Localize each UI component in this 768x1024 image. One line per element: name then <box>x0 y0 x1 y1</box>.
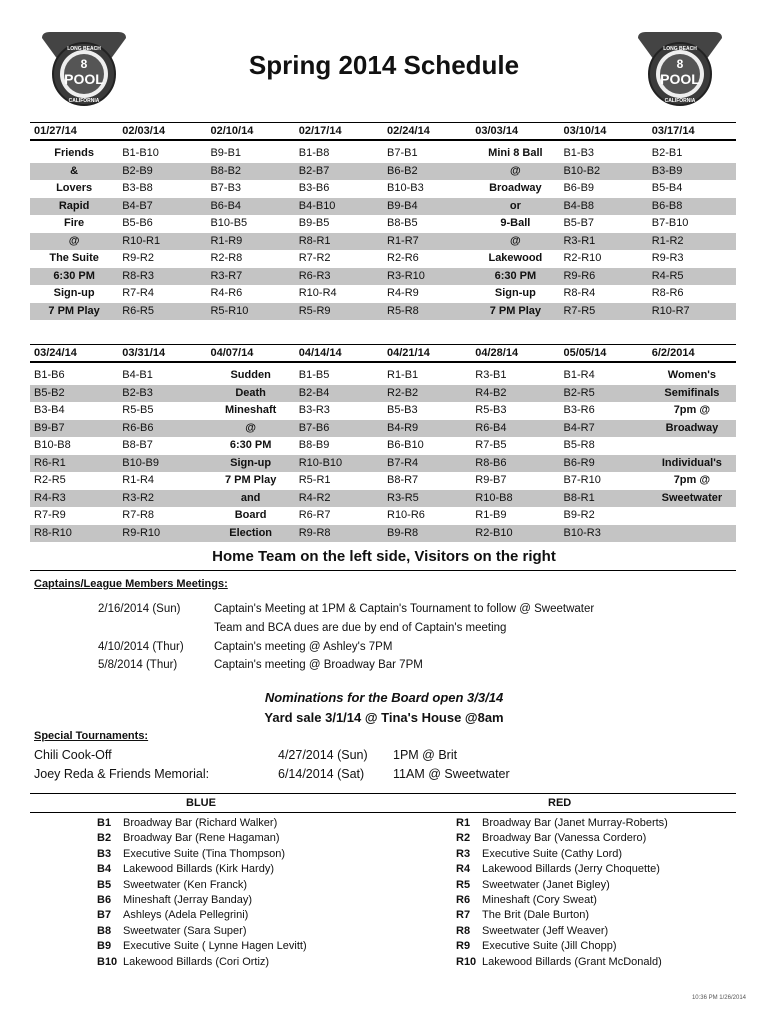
team-name: Broadway Bar (Vanessa Cordero) <box>482 832 647 845</box>
schedule-date-header: 03/24/14 <box>34 347 77 359</box>
schedule-cell: R8-R10 <box>34 526 72 539</box>
team-entry <box>456 816 668 831</box>
team-code: R6 <box>456 894 471 907</box>
schedule-cell: B2-B3 <box>122 386 153 399</box>
team-entry <box>97 955 307 970</box>
schedule-cell: R9-R8 <box>298 526 331 539</box>
schedule-cell: R7-R2 <box>298 252 331 264</box>
team-name: Lakewood Billards (Jerry Choquette) <box>482 863 660 876</box>
schedule-date-header: 04/21/14 <box>387 347 430 359</box>
schedule-cell: B5-B4 <box>651 182 683 194</box>
schedule-cell: B2-B4 <box>298 386 330 399</box>
schedule-cell: Lakewood <box>488 252 543 264</box>
schedule-cell: B4-B1 <box>122 369 153 381</box>
schedule-row <box>30 250 736 268</box>
schedule-row <box>30 303 736 321</box>
schedule-cell: B4-B8 <box>563 199 595 212</box>
svg-text:POOL: POOL <box>660 71 700 87</box>
schedule-cell: Board <box>234 509 267 521</box>
team-code: B3 <box>97 847 112 860</box>
schedule-cell: R5-R1 <box>298 474 331 486</box>
team-entry <box>97 816 307 831</box>
schedule-cell: 7pm @ <box>673 474 711 486</box>
schedule-cell: B10-B3 <box>387 182 424 194</box>
schedule-cell: B9-B4 <box>387 199 418 212</box>
schedule-cell: 7 PM Play <box>48 304 100 317</box>
schedule-row <box>30 420 736 438</box>
schedule-cell: B6-B4 <box>210 199 242 212</box>
schedule-date-header: 03/03/14 <box>475 125 519 137</box>
schedule-cell: 7pm @ <box>673 404 711 416</box>
schedule-cell: R9-R10 <box>122 526 161 539</box>
schedule-date-header: 02/03/14 <box>122 125 166 137</box>
schedule-cell: R5-R10 <box>210 304 249 317</box>
schedule-cell: Mini 8 Ball <box>488 147 543 159</box>
schedule-cell: R7-R4 <box>122 287 154 299</box>
meeting-date: 5/8/2014 (Thur) <box>98 659 178 671</box>
schedule-cell: Sudden <box>230 369 271 381</box>
schedule-cell: R8-R1 <box>298 234 331 247</box>
schedule-cell: B4-R7 <box>563 421 595 434</box>
schedule-row <box>30 525 736 543</box>
schedule-cell: B8-R7 <box>387 474 419 486</box>
schedule-cell: B1-B8 <box>298 147 330 159</box>
schedule-row <box>30 490 736 508</box>
schedule-cell: R6-R7 <box>298 509 331 521</box>
schedule-date-header: 02/24/14 <box>387 125 430 137</box>
schedule-cell: B6-B10 <box>387 439 424 451</box>
print-timestamp: 10:36 PM 1/26/2014 <box>691 995 746 1001</box>
schedule-row <box>30 402 736 420</box>
schedule-cell: B4-R9 <box>387 421 419 434</box>
team-code: R2 <box>456 832 471 845</box>
schedule-date-header: 6/2/2014 <box>651 347 695 359</box>
schedule-cell: B1-B5 <box>298 369 330 381</box>
tournament-date: 6/14/2014 (Sat) <box>278 767 365 781</box>
schedule-cell: R6-B6 <box>122 421 154 434</box>
schedule-cell: R7-R5 <box>563 304 596 317</box>
schedule-cell: B8-B2 <box>210 164 242 177</box>
schedule-cell: B10-B9 <box>122 456 159 469</box>
team-entry <box>97 862 307 877</box>
schedule-cell: R9-R3 <box>651 252 684 264</box>
team-entry <box>456 862 668 877</box>
schedule-cell: B7-R10 <box>563 474 601 486</box>
schedule-cell: R2-R5 <box>34 474 66 486</box>
team-entry <box>456 831 668 846</box>
team-code: R1 <box>456 817 471 829</box>
schedule-date-header: 02/10/14 <box>210 125 254 137</box>
tournament-name: Chili Cook-Off <box>34 748 112 762</box>
schedule-cell: R4-R6 <box>210 287 243 299</box>
schedule-cell: R8-R3 <box>122 269 154 282</box>
schedule-cell: Sign-up <box>53 287 95 299</box>
schedule-cell: @ <box>68 234 80 247</box>
schedule-cell: B7-B3 <box>210 182 242 194</box>
team-entry <box>456 939 668 954</box>
schedule-cell: B5-R8 <box>563 439 595 451</box>
schedule-cell: 7 PM Play <box>489 304 542 317</box>
team-code: B5 <box>97 878 112 891</box>
schedule-cell: B9-R8 <box>387 526 419 539</box>
schedule-date-header: 05/05/14 <box>563 347 607 359</box>
schedule-cell: R6-R5 <box>122 304 154 317</box>
schedule-cell: R4-R5 <box>651 269 684 282</box>
schedule-table-2 <box>30 344 736 542</box>
schedule-row <box>30 180 736 198</box>
schedule-cell: B9-R2 <box>563 509 595 521</box>
schedule-cell: B10-R3 <box>563 526 601 539</box>
schedule-cell: B3-R3 <box>298 404 330 416</box>
schedule-cell: B9-B5 <box>298 217 330 229</box>
schedule-cell: R8-R6 <box>651 287 684 299</box>
schedule-cell: Sign-up <box>494 287 536 299</box>
svg-text:LONG BEACH: LONG BEACH <box>663 46 697 52</box>
team-code: B2 <box>97 832 112 845</box>
team-code: B8 <box>97 924 112 937</box>
team-entry <box>97 878 307 893</box>
schedule-cell: R4-B2 <box>475 386 507 399</box>
schedule-row <box>30 145 736 163</box>
schedule-cell: R2-B10 <box>475 526 513 539</box>
divider <box>30 793 736 794</box>
schedule-cell: B2-B7 <box>298 164 330 177</box>
blue-team-list <box>97 816 307 970</box>
schedule-cell: The Suite <box>49 252 99 264</box>
svg-text:LONG BEACH: LONG BEACH <box>67 46 101 52</box>
team-entry <box>97 908 307 923</box>
schedule-date-header: 03/31/14 <box>122 347 166 359</box>
team-name: Mineshaft (Jerray Banday) <box>123 894 252 907</box>
schedule-date-header: 03/10/14 <box>563 125 607 137</box>
team-name: The Brit (Dale Burton) <box>482 909 589 922</box>
schedule-cell: R5-R8 <box>387 304 419 317</box>
team-entry <box>456 847 668 862</box>
team-entry <box>97 831 307 846</box>
schedule-cell: B1-B10 <box>122 147 159 159</box>
team-name: Executive Suite (Jill Chopp) <box>482 940 617 953</box>
svg-text:8: 8 <box>80 57 88 71</box>
svg-text:8: 8 <box>676 57 684 71</box>
team-name: Lakewood Billards (Kirk Hardy) <box>123 863 274 876</box>
schedule-cell: R10-R4 <box>298 287 337 299</box>
schedule-cell: B8-R1 <box>563 491 595 504</box>
schedule-cell: B5-B3 <box>387 404 418 416</box>
team-code: R7 <box>456 909 471 922</box>
team-code: R8 <box>456 924 471 937</box>
meeting-text: Captain's Meeting at 1PM & Captain's Tournament to follow @ Sweetwater <box>214 603 595 615</box>
schedule-cell: or <box>509 199 521 212</box>
schedule-cell: R4-R2 <box>298 491 331 504</box>
tournaments-title: Special Tournaments: <box>34 730 149 742</box>
team-name: Sweetwater (Jeff Weaver) <box>482 924 609 937</box>
schedule-cell: B3-B6 <box>298 182 330 194</box>
schedule-cell: 6:30 PM <box>229 439 272 451</box>
schedule-cell: B5-B6 <box>122 217 153 229</box>
schedule-cell: R3-R1 <box>563 234 596 247</box>
schedule-cell: 6:30 PM <box>53 269 95 282</box>
schedule-cell: B7-B10 <box>651 217 689 229</box>
schedule-cell: B10-B5 <box>210 217 248 229</box>
schedule-cell: R6-R1 <box>34 456 66 469</box>
schedule-cell: B2-B9 <box>122 164 153 177</box>
schedule-cell: R10-R1 <box>122 234 161 247</box>
team-name: Executive Suite ( Lynne Hagen Levitt) <box>123 940 307 953</box>
schedule-cell: R4-R9 <box>387 287 419 299</box>
schedule-cell: B8-B9 <box>298 439 330 451</box>
tournament-name: Joey Reda & Friends Memorial: <box>34 767 210 781</box>
schedule-row <box>30 455 736 473</box>
schedule-cell: R7-R9 <box>34 509 66 521</box>
schedule-cell: R3-R2 <box>122 491 155 504</box>
schedule-header-2 <box>30 344 736 363</box>
schedule-date-header: 04/28/14 <box>475 347 519 359</box>
schedule-cell: B7-B6 <box>298 421 330 434</box>
schedule-cell: R7-R8 <box>122 509 155 521</box>
team-entry <box>456 878 668 893</box>
schedule-cell: Semifinals <box>664 386 720 399</box>
team-entry <box>456 955 668 970</box>
schedule-cell <box>648 507 736 525</box>
schedule-body-2 <box>30 367 736 542</box>
team-name: Lakewood Billards (Grant McDonald) <box>482 955 662 968</box>
schedule-row <box>30 472 736 490</box>
schedule-cell: B10-B2 <box>563 164 601 177</box>
schedule-cell: R6-R3 <box>298 269 331 282</box>
schedule-cell: Women's <box>667 369 717 381</box>
schedule-date-header: 04/07/14 <box>210 347 254 359</box>
team-entry <box>97 924 307 939</box>
schedule-row <box>30 268 736 286</box>
schedule-row <box>30 437 736 455</box>
schedule-cell: B6-B2 <box>387 164 418 177</box>
team-name: Executive Suite (Cathy Lord) <box>482 847 623 860</box>
schedule-cell: 9-Ball <box>500 217 531 229</box>
schedule-cell: @ <box>245 421 256 434</box>
schedule-cell: B1-B6 <box>34 369 65 381</box>
schedule-cell: Sweetwater <box>661 491 723 504</box>
tournament-time: 11AM @ Sweetwater <box>393 767 510 781</box>
schedule-cell: R5-R9 <box>298 304 331 317</box>
schedule-cell <box>648 525 736 543</box>
schedule-cell: Rapid <box>58 199 90 212</box>
schedule-cell: R10-B10 <box>298 456 343 469</box>
schedule-cell: R1-B1 <box>387 369 419 381</box>
team-entry <box>97 893 307 908</box>
schedule-cell: B6-B8 <box>651 199 683 212</box>
schedule-cell: B5-B2 <box>34 386 65 399</box>
schedule-cell: R10-R6 <box>387 509 425 521</box>
schedule-cell: B3-B8 <box>122 182 153 194</box>
schedule-cell: R8-R4 <box>563 287 596 299</box>
red-team-list <box>456 816 668 970</box>
team-name: Lakewood Billards (Cori Ortiz) <box>123 955 270 968</box>
schedule-row <box>30 285 736 303</box>
team-code: B7 <box>97 909 112 922</box>
schedule-cell: Sign-up <box>230 456 272 469</box>
schedule-cell: Individual's <box>661 456 722 469</box>
yard-sale-note: Yard sale 3/1/14 @ Tina's House @8am <box>264 710 504 725</box>
team-entry <box>97 847 307 862</box>
schedule-cell <box>648 437 736 455</box>
schedule-cell: R9-R2 <box>122 252 154 264</box>
schedule-cell: B3-B4 <box>34 404 65 416</box>
team-name: Sweetwater (Janet Bigley) <box>482 878 610 891</box>
schedule-cell: B8-B5 <box>387 217 418 229</box>
meeting-text: Team and BCA dues are due by end of Captain's meeting <box>214 622 507 634</box>
meeting-date: 2/16/2014 (Sun) <box>98 603 181 615</box>
schedule-cell: B2-R5 <box>563 386 595 399</box>
schedule-cell: R3-B1 <box>475 369 507 381</box>
team-name: Broadway Bar (Rene Hagaman) <box>123 832 280 845</box>
team-name: Sweetwater (Sara Super) <box>123 924 247 937</box>
schedule-row <box>30 215 736 233</box>
schedule-cell: B7-B1 <box>387 147 418 159</box>
schedule-cell: R1-B9 <box>475 509 507 521</box>
schedule-cell: 6:30 PM <box>494 269 537 282</box>
schedule-cell: @ <box>510 164 521 177</box>
schedule-cell: R9-R6 <box>563 269 596 282</box>
schedule-cell: B9-B1 <box>210 147 242 159</box>
schedule-date-header: 03/17/14 <box>651 125 695 137</box>
schedule-cell: B9-B7 <box>34 421 65 434</box>
schedule-cell: Friends <box>54 147 94 159</box>
team-name: Ashleys (Adela Pellegrini) <box>123 909 249 922</box>
schedule-cell: B3-R6 <box>563 404 595 416</box>
schedule-row <box>30 367 736 385</box>
divider <box>30 812 736 813</box>
schedule-date-header: 01/27/14 <box>34 125 77 137</box>
schedule-row <box>30 507 736 525</box>
schedule-cell: R7-B5 <box>475 439 507 451</box>
schedule-cell: R2-R8 <box>210 252 243 264</box>
nominations-note: Nominations for the Board open 3/3/14 <box>264 690 504 705</box>
schedule-cell: Election <box>229 526 273 539</box>
team-name: Broadway Bar (Janet Murray-Roberts) <box>482 817 668 829</box>
tournament-date: 4/27/2014 (Sun) <box>278 748 368 762</box>
schedule-cell: R9-B7 <box>475 474 507 486</box>
team-code: R4 <box>456 863 471 876</box>
team-name: Sweetwater (Ken Franck) <box>123 878 248 891</box>
schedule-cell: R10-B8 <box>475 491 513 504</box>
schedule-row <box>30 233 736 251</box>
schedule-cell: R4-R3 <box>34 491 66 504</box>
schedule-body-1 <box>30 145 736 320</box>
schedule-cell: R1-R9 <box>210 234 243 247</box>
schedule-cell: R3-R10 <box>387 269 425 282</box>
schedule-date-header: 02/17/14 <box>298 125 342 137</box>
schedule-row <box>30 198 736 216</box>
schedule-cell: and <box>240 491 261 504</box>
team-code: R3 <box>456 847 471 860</box>
schedule-cell: R1-R4 <box>122 474 155 486</box>
schedule-row <box>30 163 736 181</box>
schedule-cell: Lovers <box>56 182 93 194</box>
team-code: B10 <box>97 955 118 968</box>
schedule-cell: B8-B7 <box>122 439 153 451</box>
schedule-cell: R2-R6 <box>387 252 419 264</box>
team-entry <box>456 924 668 939</box>
team-entry <box>456 908 668 923</box>
svg-text:CALIFORNIA: CALIFORNIA <box>664 98 696 104</box>
schedule-cell: R3-R7 <box>210 269 243 282</box>
schedule-cell: B1-R4 <box>563 369 595 381</box>
schedule-row <box>30 385 736 403</box>
meetings-title: Captains/League Members Meetings: <box>34 578 228 590</box>
team-entry <box>456 893 668 908</box>
schedule-cell: & <box>70 164 79 177</box>
schedule-cell: Mineshaft <box>224 404 277 416</box>
schedule-cell: R2-B2 <box>387 386 419 399</box>
team-code: B9 <box>97 940 112 953</box>
tournament-time: 1PM @ Brit <box>393 748 458 762</box>
schedule-cell: Broadway <box>665 421 719 434</box>
schedule-table-1 <box>30 122 736 320</box>
schedule-header-1 <box>30 122 736 141</box>
team-name: Mineshaft (Cory Sweat) <box>482 894 597 907</box>
schedule-cell: @ <box>510 234 521 247</box>
schedule-cell: R5-B3 <box>475 404 507 416</box>
schedule-cell: R1-R2 <box>651 234 684 247</box>
team-code: R9 <box>456 940 471 953</box>
schedule-cell: R3-R5 <box>387 491 419 504</box>
home-team-note: Home Team on the left side, Visitors on the right <box>212 548 556 565</box>
schedule-cell: R2-R10 <box>563 252 602 264</box>
schedule-cell: Death <box>235 386 266 399</box>
schedule-date-header: 04/14/14 <box>298 347 342 359</box>
blue-heading: BLUE <box>186 797 216 809</box>
schedule-cell: B4-B7 <box>122 199 153 212</box>
schedule-cell: B7-R4 <box>387 456 419 469</box>
schedule-cell: B1-B3 <box>563 147 595 159</box>
team-code: B4 <box>97 863 112 876</box>
team-code: B1 <box>97 817 112 829</box>
schedule-cell: R5-B5 <box>122 404 154 416</box>
svg-text:CALIFORNIA: CALIFORNIA <box>68 98 100 104</box>
meeting-text: Captain's meeting @ Ashley's 7PM <box>214 641 393 653</box>
team-entry <box>97 939 307 954</box>
schedule-cell: Fire <box>64 217 85 229</box>
schedule-cell: B2-B1 <box>651 147 683 159</box>
divider <box>30 570 736 571</box>
schedule-cell: R10-R7 <box>651 304 690 317</box>
team-code: B6 <box>97 894 112 907</box>
schedule-cell: B6-R9 <box>563 456 595 469</box>
svg-text:POOL: POOL <box>64 71 104 87</box>
schedule-cell: R6-B4 <box>475 421 507 434</box>
schedule-cell: R8-B6 <box>475 456 507 469</box>
schedule-cell: B6-B9 <box>563 182 595 194</box>
schedule-cell: B4-B10 <box>298 199 336 212</box>
schedule-cell: Broadway <box>489 182 542 194</box>
meeting-date: 4/10/2014 (Thur) <box>98 641 184 653</box>
meeting-text: Captain's meeting @ Broadway Bar 7PM <box>214 659 423 671</box>
schedule-cell: B3-B9 <box>651 164 683 177</box>
schedule-cell: B10-B8 <box>34 439 71 451</box>
team-code: R10 <box>456 955 477 968</box>
team-code: R5 <box>456 878 471 891</box>
team-name: Executive Suite (Tina Thompson) <box>123 847 286 860</box>
team-name: Broadway Bar (Richard Walker) <box>123 817 278 829</box>
schedule-cell: 7 PM Play <box>224 474 277 486</box>
red-heading: RED <box>548 797 572 809</box>
schedule-cell: R1-R7 <box>387 234 419 247</box>
schedule-cell: B5-B7 <box>563 217 595 229</box>
page-title: Spring 2014 Schedule <box>248 50 520 80</box>
